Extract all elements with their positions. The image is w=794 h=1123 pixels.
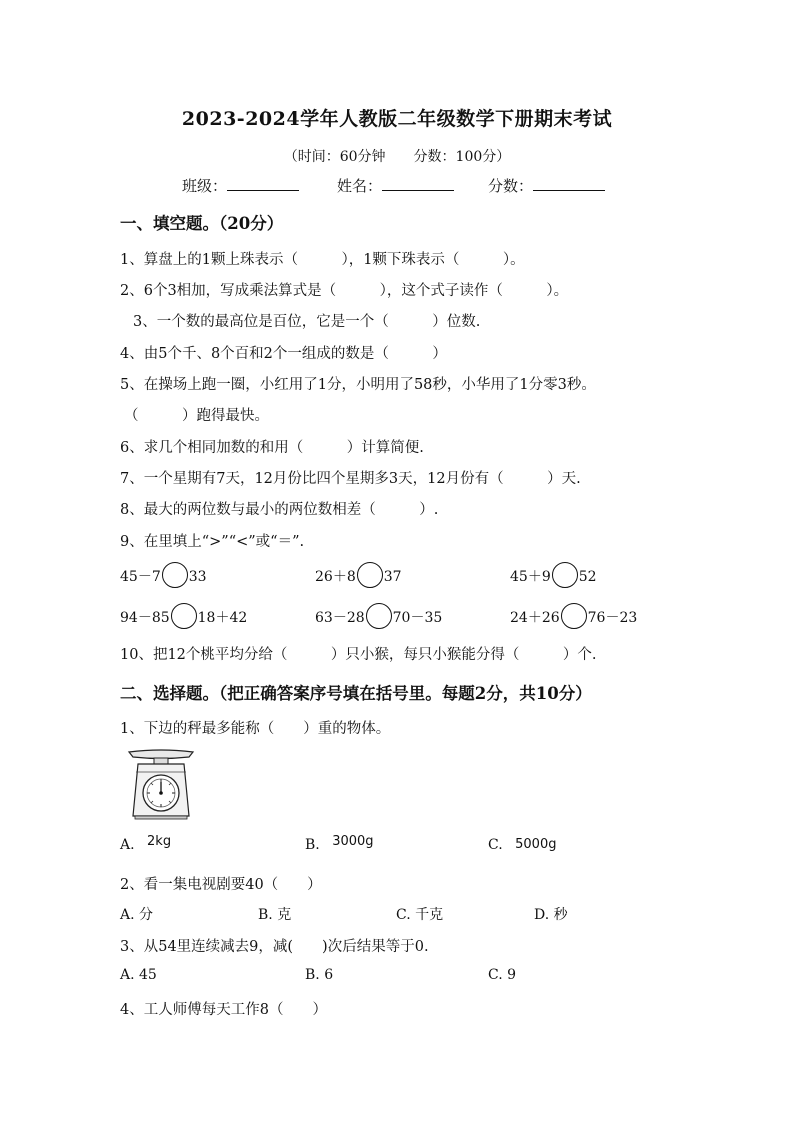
class-label: 班级： (182, 177, 228, 195)
compare-item (510, 566, 597, 588)
question-1-8: 8、最大的两位数与最小的两位数相差（ ）. (120, 502, 439, 518)
question-2-3: 3、从54里连续减去9，减( )次后结果等于0. (120, 939, 429, 955)
compare-circle[interactable] (171, 603, 197, 629)
score-label: 分数： (488, 177, 534, 195)
exam-subtitle: （时间：60分钟 分数：100分） (283, 149, 511, 165)
name-label: 姓名： (337, 177, 383, 195)
compare-right: 37 (383, 569, 402, 585)
compare-circle[interactable] (552, 562, 578, 588)
compare-right: 52 (578, 569, 597, 585)
compare-circle[interactable] (357, 562, 383, 588)
compare-left: 45＋9 (510, 569, 551, 585)
compare-left: 24＋26 (510, 610, 560, 626)
q3-option-a[interactable]: A. 45 (120, 967, 157, 983)
question-1-4: 4、由5个千、8个百和2个一组成的数是（ ） (120, 346, 447, 362)
name-blank[interactable] (382, 175, 454, 191)
q1-option-b[interactable] (305, 834, 374, 853)
q3-option-c[interactable]: C. 9 (488, 967, 517, 983)
question-1-5: 5、在操场上跑一圈，小红用了1分，小明用了58秒，小华用了1分零3秒。 (120, 377, 596, 393)
compare-item (120, 607, 247, 629)
compare-item (510, 607, 637, 629)
question-2-4: 4、工人师傅每天工作8（ ） (120, 1002, 327, 1018)
q2-option-a[interactable]: A. 分 (120, 907, 154, 923)
compare-left: 45－7 (120, 569, 161, 585)
q2-option-d[interactable]: D. 秒 (534, 907, 568, 923)
question-1-3: 3、一个数的最高位是百位，它是一个（ ）位数. (133, 314, 481, 330)
compare-right: 76－23 (587, 610, 638, 626)
option-letter: B. (305, 837, 320, 853)
class-field (182, 175, 299, 196)
compare-circle[interactable] (561, 603, 587, 629)
option-letter: C. (488, 837, 503, 853)
question-1-9: 9、在里填上“>”“<”或“＝”. (120, 534, 305, 550)
exam-title: 2023-2024学年人教版二年级数学下册期末考试 (181, 108, 613, 130)
compare-right: 18＋42 (197, 610, 248, 626)
compare-right: 70－35 (392, 610, 443, 626)
section2-heading: 二、选择题。（把正确答案序号填在括号里。每题2分，共10分） (120, 684, 592, 703)
q1-option-a[interactable] (120, 834, 172, 853)
class-blank[interactable] (227, 175, 299, 191)
compare-circle[interactable] (162, 562, 188, 588)
question-1-1: 1、算盘上的1颗上珠表示（ ），1颗下珠表示（ ）。 (120, 252, 525, 268)
score-blank[interactable] (533, 175, 605, 191)
q3-option-b[interactable]: B. 6 (305, 967, 334, 983)
q2-option-c[interactable]: C. 千克 (396, 907, 444, 923)
question-1-6: 6、求几个相同加数的和用（ ）计算简便. (120, 440, 424, 456)
option-value: 2kg (147, 834, 172, 849)
question-1-2: 2、6个3相加，写成乘法算式是（ ），这个式子读作（ ）。 (120, 283, 569, 299)
option-value: 3000g (332, 834, 374, 849)
compare-item (315, 607, 442, 629)
compare-left: 63－28 (315, 610, 365, 626)
compare-left: 26＋8 (315, 569, 356, 585)
compare-item (315, 566, 402, 588)
question-1-10: 10、把12个桃平均分给（ ）只小猴，每只小猴能分得（ ）个. (120, 647, 597, 663)
option-value: 5000g (515, 837, 557, 852)
compare-circle[interactable] (366, 603, 392, 629)
score-field (488, 175, 605, 196)
compare-left: 94－85 (120, 610, 170, 626)
name-field (337, 175, 454, 196)
question-2-1: 1、下边的秤最多能称（ ）重的物体。 (120, 721, 391, 737)
question-1-5-cont: （ ）跑得最快。 (124, 408, 269, 424)
scale-icon (126, 746, 196, 820)
compare-right: 33 (188, 569, 207, 585)
option-letter: A. (120, 837, 135, 853)
q2-option-b[interactable]: B. 克 (258, 907, 292, 923)
question-1-7: 7、一个星期有7天，12月份比四个星期多3天，12月份有（ ）天. (120, 471, 581, 487)
compare-item (120, 566, 207, 588)
question-2-2: 2、看一集电视剧要40（ ） (120, 877, 322, 893)
q1-option-c[interactable] (488, 837, 556, 853)
section1-heading: 一、填空题。（20分） (120, 214, 284, 233)
